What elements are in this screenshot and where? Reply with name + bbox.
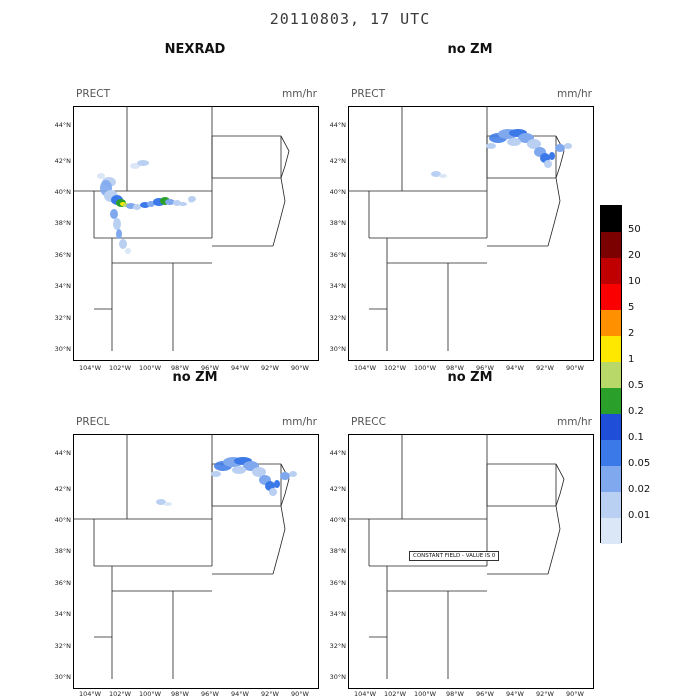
panel-units-label: mm/hr — [557, 416, 592, 428]
colorbar-segment — [601, 310, 621, 336]
xtick-label: 96°W — [476, 690, 494, 698]
ytick-label: 42°N — [329, 485, 346, 493]
xtick-label: 98°W — [446, 364, 464, 372]
colorbar-tick-label: 0.5 — [628, 380, 644, 391]
ytick-label: 30°N — [329, 345, 346, 353]
panel-variable-label: PRECC — [351, 416, 386, 428]
xtick-label: 102°W — [383, 690, 407, 698]
colorbar-segment — [601, 232, 621, 258]
xtick-label: 92°W — [536, 690, 554, 698]
ytick-label: 44°N — [329, 449, 346, 457]
constant-field-note: CONSTANT FIELD - VALUE IS 0 — [409, 551, 499, 561]
colorbar — [600, 205, 622, 543]
colorbar-tick-label: 1 — [628, 354, 635, 365]
xtick-label: 90°W — [566, 364, 584, 372]
ytick-label: 36°N — [329, 579, 346, 587]
ytick-label: 40°N — [329, 516, 346, 524]
panel-heading-nozm-precc: no ZM — [447, 370, 493, 385]
xtick-label: 104°W — [353, 690, 377, 698]
map-canvas-nozm-prect — [348, 106, 594, 361]
xtick-label: 96°W — [201, 690, 219, 698]
xtick-label: 100°W — [138, 364, 162, 372]
colorbar-segment — [601, 284, 621, 310]
map-panel-nozm-prect — [348, 86, 594, 361]
colorbar-tick-label: 0.1 — [628, 432, 644, 443]
xtick-label: 102°W — [383, 364, 407, 372]
ytick-label: 36°N — [54, 251, 71, 259]
colorbar-segment — [601, 466, 621, 492]
colorbar-tick-label: 10 — [628, 276, 641, 287]
ytick-label: 38°N — [54, 219, 71, 227]
map-panel-nexrad-prect — [73, 86, 319, 361]
ytick-label: 42°N — [329, 157, 346, 165]
colorbar-segment — [601, 362, 621, 388]
colorbar-segment — [601, 518, 621, 544]
ytick-label: 36°N — [54, 579, 71, 587]
xtick-label: 104°W — [78, 690, 102, 698]
colorbar-segment — [601, 388, 621, 414]
colorbar-segment — [601, 414, 621, 440]
ytick-label: 32°N — [54, 314, 71, 322]
ytick-label: 32°N — [54, 642, 71, 650]
xtick-label: 94°W — [231, 690, 249, 698]
panel-heading-nozm-precl: no ZM — [172, 370, 218, 385]
xtick-label: 90°W — [291, 364, 309, 372]
map-panel-nozm-precc — [348, 414, 594, 689]
colorbar-segment — [601, 492, 621, 518]
colorbar-segment — [601, 258, 621, 284]
xtick-label: 98°W — [171, 690, 189, 698]
colorbar-tick-label: 5 — [628, 302, 635, 313]
xtick-label: 94°W — [506, 690, 524, 698]
xtick-label: 96°W — [201, 364, 219, 372]
panel-variable-label: PRECT — [351, 88, 386, 100]
ytick-label: 44°N — [329, 121, 346, 129]
ytick-label: 44°N — [54, 121, 71, 129]
ytick-label: 38°N — [329, 219, 346, 227]
xtick-label: 98°W — [171, 364, 189, 372]
colorbar-tick-label: 20 — [628, 250, 641, 261]
ytick-label: 40°N — [329, 188, 346, 196]
xtick-label: 90°W — [566, 690, 584, 698]
map-canvas-nexrad — [73, 106, 319, 361]
colorbar-tick-label: 2 — [628, 328, 635, 339]
colorbar-tick-label: 0.2 — [628, 406, 644, 417]
panel-units-label: mm/hr — [282, 416, 317, 428]
panel-heading-nozm-prect: no ZM — [447, 42, 493, 57]
ytick-label: 34°N — [54, 610, 71, 618]
ytick-label: 38°N — [329, 547, 346, 555]
xtick-label: 100°W — [413, 364, 437, 372]
ytick-label: 38°N — [54, 547, 71, 555]
ytick-label: 42°N — [54, 485, 71, 493]
ytick-label: 32°N — [329, 642, 346, 650]
colorbar-segment — [601, 336, 621, 362]
ytick-label: 44°N — [54, 449, 71, 457]
xtick-label: 100°W — [138, 690, 162, 698]
xtick-label: 90°W — [291, 690, 309, 698]
xtick-label: 100°W — [413, 690, 437, 698]
map-canvas-nozm-precc — [348, 434, 594, 689]
panel-heading-nexrad: NEXRAD — [164, 42, 226, 57]
xtick-label: 102°W — [108, 690, 132, 698]
colorbar-tick-label: 0.02 — [628, 484, 651, 495]
colorbar-segment — [601, 440, 621, 466]
xtick-label: 104°W — [78, 364, 102, 372]
xtick-label: 102°W — [108, 364, 132, 372]
xtick-label: 92°W — [261, 690, 279, 698]
ytick-label: 34°N — [54, 282, 71, 290]
panel-variable-label: PRECL — [76, 416, 110, 428]
xtick-label: 104°W — [353, 364, 377, 372]
ytick-label: 30°N — [329, 673, 346, 681]
map-panel-nozm-precl — [73, 414, 319, 689]
panel-variable-label: PRECT — [76, 88, 111, 100]
xtick-label: 96°W — [476, 364, 494, 372]
ytick-label: 34°N — [329, 610, 346, 618]
figure-title: 20110803, 17 UTC — [269, 10, 431, 28]
xtick-label: 94°W — [231, 364, 249, 372]
ytick-label: 40°N — [54, 516, 71, 524]
ytick-label: 40°N — [54, 188, 71, 196]
ytick-label: 30°N — [54, 673, 71, 681]
panel-units-label: mm/hr — [282, 88, 317, 100]
ytick-label: 32°N — [329, 314, 346, 322]
xtick-label: 94°W — [506, 364, 524, 372]
colorbar-tick-label: 0.05 — [628, 458, 651, 469]
map-canvas-nozm-precl — [73, 434, 319, 689]
ytick-label: 30°N — [54, 345, 71, 353]
ytick-label: 36°N — [329, 251, 346, 259]
xtick-label: 92°W — [261, 364, 279, 372]
xtick-label: 98°W — [446, 690, 464, 698]
panel-units-label: mm/hr — [557, 88, 592, 100]
xtick-label: 92°W — [536, 364, 554, 372]
ytick-label: 42°N — [54, 157, 71, 165]
colorbar-segment — [601, 206, 621, 232]
ytick-label: 34°N — [329, 282, 346, 290]
colorbar-tick-label: 50 — [628, 224, 641, 235]
colorbar-tick-label: 0.01 — [628, 510, 651, 521]
